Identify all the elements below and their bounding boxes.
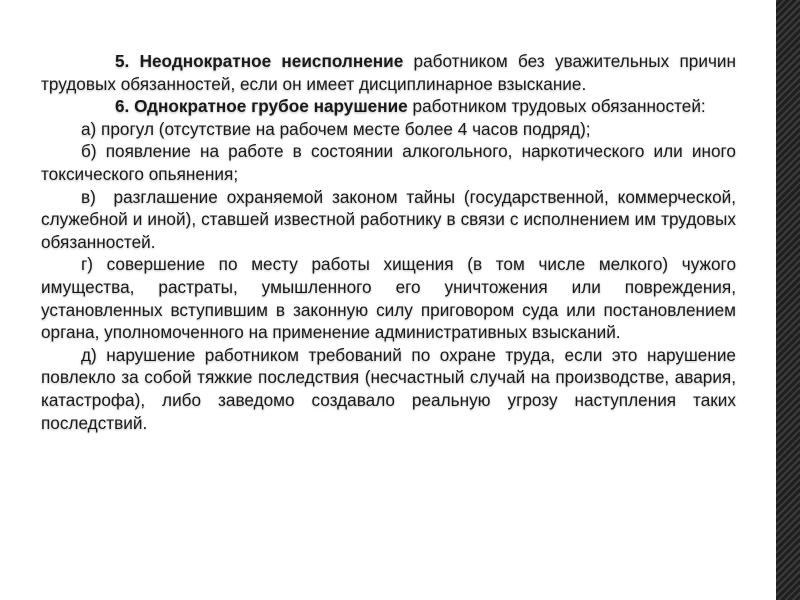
item-6-text: работником трудовых обязанностей:: [407, 96, 706, 117]
paragraph-item-a: а) прогул (отсутствие на рабочем месте более 4 часов подряд);: [81, 118, 591, 139]
decorative-stripe: [776, 0, 800, 600]
item-5-text: работником без уважительных причин трудовых обязанностей, если он имеет дисциплинарное взыскание.: [41, 51, 736, 94]
paragraph-item-g: г) совершение по месту работы хищения (в том числе мелкого) чужого имущества, растраты, умышленного его уничтожения или повреждения, установленных вступившим в законную силу приговором суда или постановлением органа, уполномоченного на применение административных взысканий.: [41, 254, 736, 343]
paragraph-item-b: б) появление на работе в состоянии алкогольного, наркотического или иного токсического опьянения;: [41, 141, 736, 184]
document-text: [41, 50, 741, 434]
item-5-heading: 5. Неоднократное неисполнение: [115, 51, 404, 71]
paragraph-item-v: в) разглашение охраняемой законом тайны (государственной, коммерческой, служебной и иной), ставшей известной работнику в связи с исполнением им трудовых обязанностей.: [41, 186, 741, 252]
paragraph-item-d: д) нарушение работником требований по охране труда, если это нарушение повлекло за собой тяжкие последствия (несчастный случай на производстве, авария, катастрофа), либо заведомо создавало реальную угрозу наступления таких последствий.: [41, 344, 736, 433]
paragraph-item-6: [41, 95, 736, 118]
paragraph-item-5: [41, 50, 736, 95]
item-6-heading: 6. Однократное грубое нарушение: [115, 96, 408, 117]
